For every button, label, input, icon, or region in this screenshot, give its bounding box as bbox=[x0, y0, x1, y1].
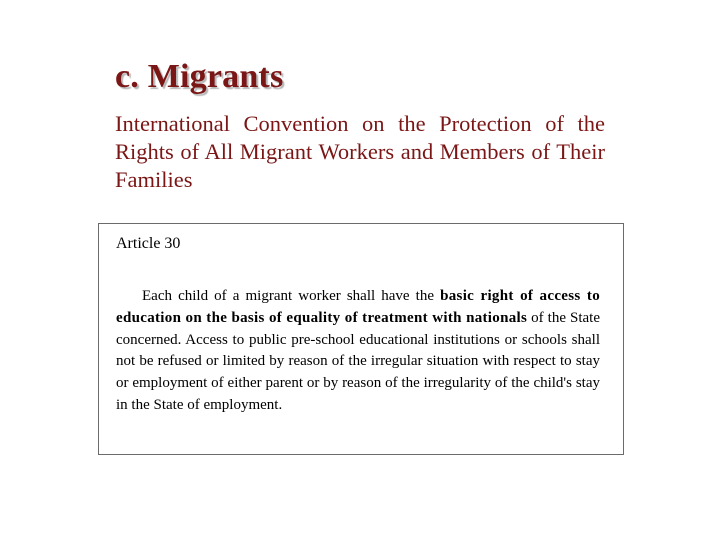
article-body-text-2: of the State concerned. Access to public pre-school educational institutions or schools shall not be refused or limited by reason of the irregular situation with respect to stay or employment of either parent or by reason of the irregularity of the child's stay in the State of employment. bbox=[116, 309, 600, 413]
slide-subtitle: International Convention on the Protection of the Rights of All Migrant Workers and Members of Their Families bbox=[115, 111, 605, 192]
article-body bbox=[116, 286, 600, 417]
article-body-text-1: Each child of a migrant worker shall have the bbox=[142, 288, 441, 304]
article-box bbox=[98, 223, 624, 455]
article-body-emphasis: basic right of access to education on the basis of equality of treatment with nationals bbox=[116, 288, 600, 326]
article-heading: Article 30 bbox=[116, 235, 181, 252]
slide-title: c. Migrants bbox=[115, 58, 284, 95]
